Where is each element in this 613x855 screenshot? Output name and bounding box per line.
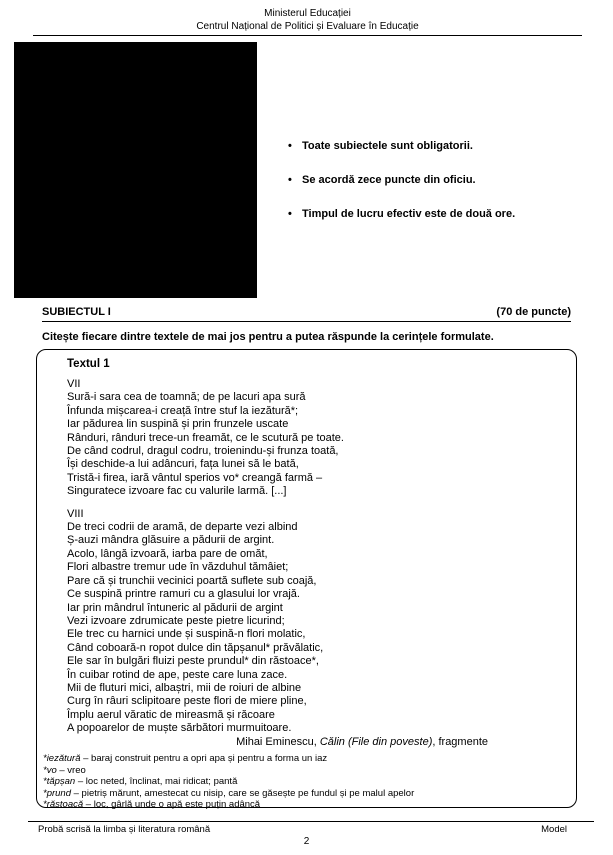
footnote-term: *tăpșan [43, 776, 76, 788]
poem-line: Ce suspină printre ramuri cu a glasului lor vrajă. [67, 588, 300, 601]
redacted-region [14, 42, 257, 298]
poem-line: De când codrul, dragul codru, troienindu-și frunza toată, [67, 445, 339, 458]
footnote-term: *prund [43, 787, 71, 799]
poem-line: În cuibar rotind de ape, peste care luna zace. [67, 668, 288, 681]
poem-line: Când coboară-n ropot dulce din tăpșanul* prăvălatic, [67, 641, 324, 654]
footnote [43, 799, 566, 811]
poem-line: De treci codrii de aramă, de departe vezi albind [67, 521, 298, 534]
poem-line: Pare că și trunchii vecinici poartă suflete sub coajă, [67, 574, 317, 587]
header-ministry: Ministerul Educației [264, 8, 351, 19]
footnote [43, 753, 566, 765]
footer-model-label: Model [541, 824, 567, 835]
poem-line: Mii de fluturi mici, albaștri, mii de roiuri de albine [67, 681, 302, 694]
footnote-definition: – loc, gârlă unde o apă este puțin adâncă [83, 799, 261, 811]
footnote [43, 776, 566, 788]
stanza-7-lines [67, 391, 566, 498]
footnote-term: *iezătură [43, 752, 81, 764]
notice-text: Se acordă zece puncte din oficiu. [302, 174, 476, 186]
poem-line: Iar prin mândrul întuneric al pădurii de argint [67, 601, 283, 614]
footnote-definition: – baraj construit pentru a opri apa și pentru a forma un iaz [80, 752, 328, 764]
subject-title: SUBIECTUL I [42, 306, 111, 318]
stanza-8-lines [67, 521, 566, 736]
footnote-term: *vo [43, 764, 57, 776]
footer-exam-name: Probă scrisă la limba și literatura română [38, 824, 211, 835]
poem-attribution [67, 736, 566, 749]
footnote [43, 765, 566, 777]
poem-line: Ș-auzi mândra glăsuire a pădurii de argint. [67, 534, 275, 547]
bullet-icon: • [288, 140, 292, 152]
footnote-definition: – vreo [56, 764, 86, 776]
subject-instruction: Citește fiecare dintre textele de mai jos pentru a putea răspunde la cerințele formulate. [42, 331, 494, 343]
notice-item [288, 208, 578, 221]
poem-line: Rânduri, rânduri trece-un freamăt, ce le scutură pe toate. [67, 431, 344, 444]
poem-line: Înfunda mișcarea-i creață între stuf la iezătură*; [67, 404, 299, 417]
poem-line: Acolo, lângă izvoară, iarba pare de omăt, [67, 547, 268, 560]
footnote-definition: – pietriș mărunt, amestecat cu nisip, care se găsește pe fundul și pe malul apelor [71, 787, 415, 799]
poem-line: A popoarelor de muște sărbători murmuitoare. [67, 722, 292, 735]
poem-line: Ele trec cu harnici unde și suspină-n flori molatic, [67, 628, 306, 641]
text1-label: Textul 1 [67, 358, 110, 370]
poem-line: Sură-i sara cea de toamnă; de pe lacuri apa sură [67, 391, 306, 404]
stanza-number: VII [67, 378, 81, 390]
subject-heading [42, 306, 571, 322]
attribution-author: Mihai Eminescu, [236, 735, 320, 748]
poem-line: Își deschide-a lui adâncuri, fața lunei să le bată, [67, 458, 299, 471]
poem-line: Împlu aerul văratic de mireasmă și răcoare [67, 708, 275, 721]
bullet-icon: • [288, 174, 292, 186]
header-center: Centrul Național de Politici și Evaluare în Educație [196, 21, 419, 32]
bullet-icon: • [288, 208, 292, 220]
poem-line: Singuratece izvoare fac cu valurile larmă. [...] [67, 485, 287, 498]
attribution-suffix: , fragmente [432, 735, 488, 748]
notices-list [288, 140, 578, 242]
notice-text: Toate subiectele sunt obligatorii. [302, 140, 473, 152]
notice-item [288, 174, 578, 187]
attribution-work-title: Călin (File din poveste) [319, 735, 433, 748]
page-number: 2 [303, 836, 310, 847]
footnote-term: *răstoacă [43, 799, 84, 811]
subject-points: (70 de puncte) [496, 306, 571, 318]
page-header [33, 7, 582, 36]
poem-line: Tristă-i firea, iară vântul sperios vo* creangă farmă – [67, 471, 323, 484]
footnotes-list [43, 753, 566, 811]
notice-text: Timpul de lucru efectiv este de două ore. [302, 208, 516, 220]
notice-item [288, 140, 578, 153]
poem-line: Flori albastre tremur ude în văzduhul tămâiet; [67, 561, 289, 574]
poem [67, 378, 566, 736]
text1-box [36, 349, 577, 811]
poem-line: Ele sar în bulgări fluizi peste prundul* din răstoace*, [67, 655, 319, 668]
stanza-number: VIII [67, 507, 84, 520]
poem-line: Curg în râuri sclipitoare peste flori de miere pline, [67, 695, 307, 708]
stanza-gap [67, 499, 566, 508]
page-footer [28, 821, 594, 836]
footnote-definition: – loc neted, înclinat, mai ridicat; pantă [75, 776, 238, 788]
poem-line: Vezi izvoare zdrumicate peste pietre licurind; [67, 614, 285, 627]
poem-line: Iar pădurea lin suspină și prin frunzele uscate [67, 418, 289, 431]
footnote [43, 788, 566, 800]
